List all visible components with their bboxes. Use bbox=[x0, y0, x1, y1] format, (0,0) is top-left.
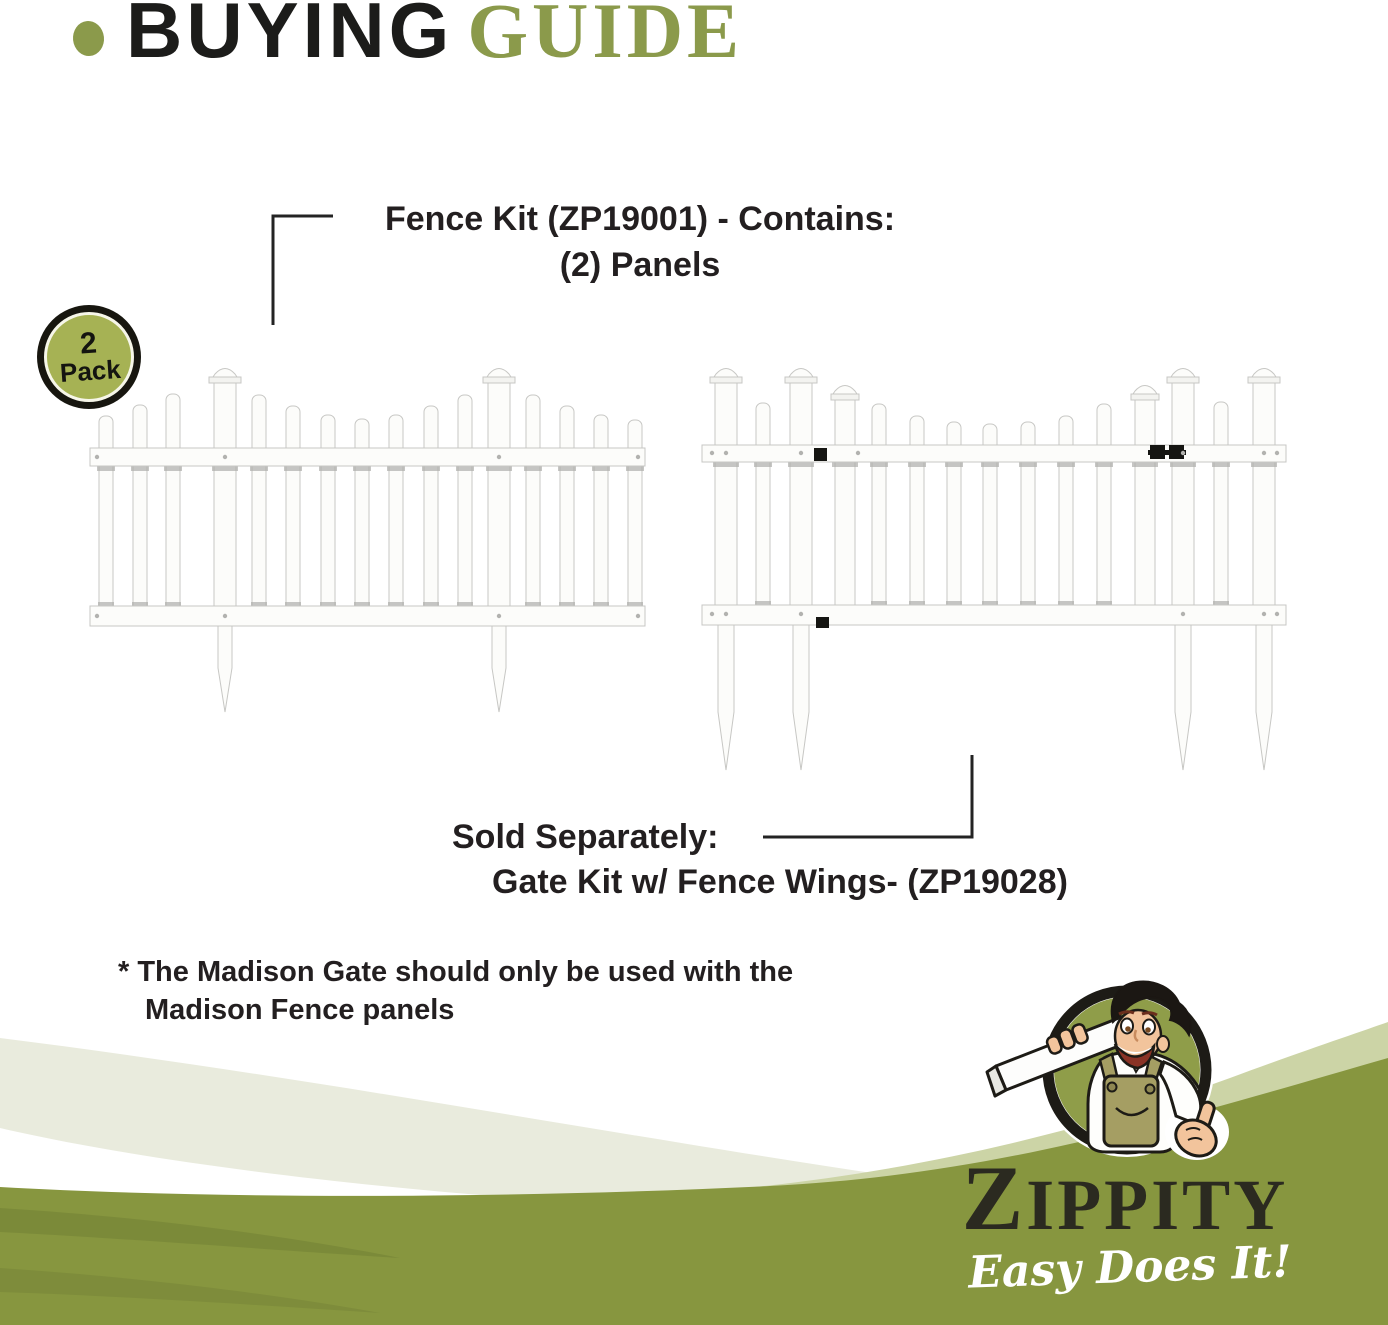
footnote-line1: * The Madison Gate should only be used with the bbox=[118, 956, 794, 988]
brand-tagline: Easy Does It! bbox=[967, 1236, 1293, 1299]
title-word-guide: GUIDE bbox=[467, 0, 744, 74]
brand-name-rest: IPPITY bbox=[1026, 1165, 1289, 1245]
badge-count: 2 bbox=[78, 326, 98, 361]
gate-kit-callout-line2: Gate Kit w/ Fence Wings- (ZP19028) bbox=[492, 863, 1068, 901]
footnote-line2: Madison Fence panels bbox=[145, 994, 455, 1026]
page-title bbox=[126, 0, 744, 74]
badge-label: Pack bbox=[58, 353, 122, 389]
two-pack-badge bbox=[44, 312, 134, 402]
fence-kit-callout bbox=[340, 196, 940, 288]
gate-kit-callout-line1: Sold Separately: bbox=[452, 818, 719, 856]
brand-name bbox=[905, 1147, 1345, 1249]
footnote bbox=[118, 953, 793, 1029]
two-pack-badge-text bbox=[57, 326, 122, 389]
fence-kit-callout-line2: (2) Panels bbox=[559, 246, 721, 284]
fence-kit-callout-line1: Fence Kit (ZP19001) - Contains: bbox=[384, 200, 896, 238]
title-word-buying: BUYING bbox=[126, 0, 454, 74]
mascot-icon bbox=[987, 981, 1229, 1162]
brand-name-initial: Z bbox=[961, 1147, 1027, 1249]
